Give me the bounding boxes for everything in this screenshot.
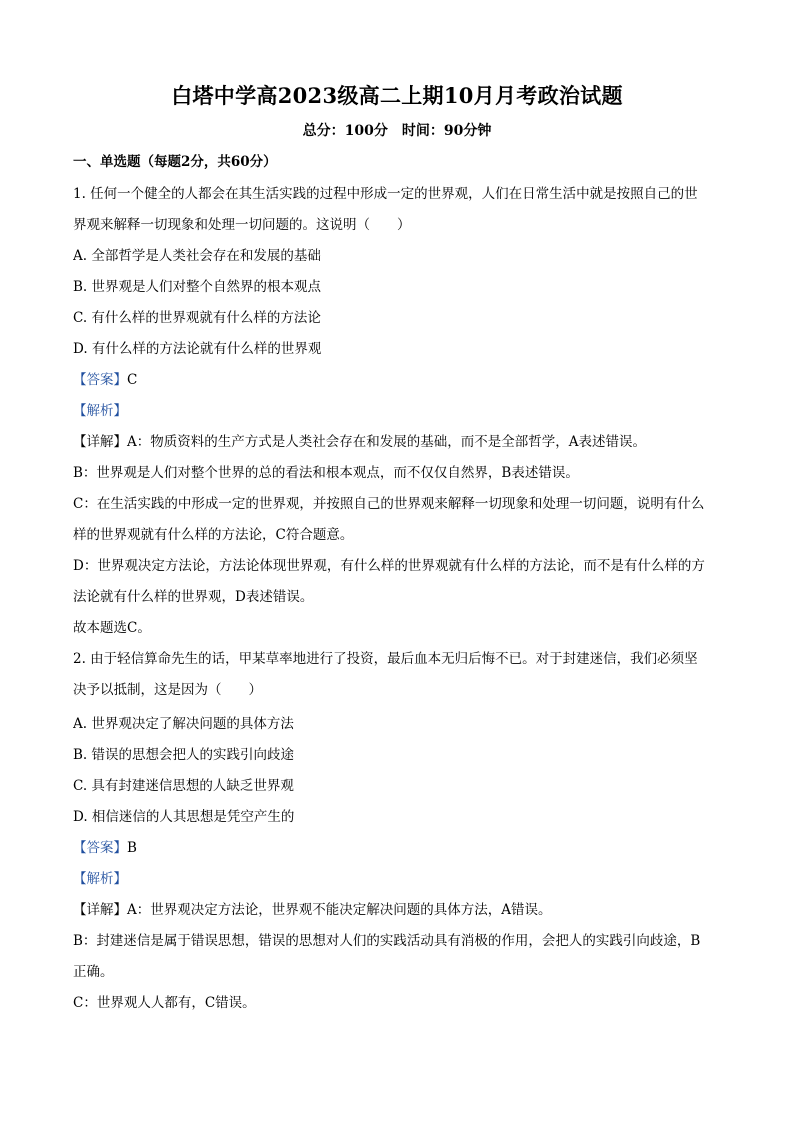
q1-detail-a-text: A：物质资料的生产方式是人类社会存在和发展的基础，而不是全部哲学，A表述错误。 bbox=[127, 434, 646, 450]
q2-option-d: D. 相信迷信的人其思想是凭空产生的 bbox=[73, 809, 295, 825]
q1-option-d: D. 有什么样的方法论就有什么样的世界观 bbox=[73, 341, 322, 357]
q2-answer bbox=[73, 838, 723, 858]
q1-stem-line2: 界观来解释一切现象和处理一切问题的。这说明（ ） bbox=[73, 217, 411, 233]
section-heading: 一、单选题（每题2分，共60分） bbox=[73, 154, 277, 170]
q1-answer-tag: 【答案】 bbox=[73, 372, 127, 388]
q1-detail-d-line1: D：世界观决定方法论，方法论体现世界观，有什么样的世界观就有什么样的方法论，而不是有什么样的方 bbox=[73, 558, 705, 574]
q2-option-b: B. 错误的思想会把人的实践引向歧途 bbox=[73, 747, 295, 763]
q1-option-a: A. 全部哲学是人类社会存在和发展的基础 bbox=[73, 248, 321, 264]
q2-option-a: A. 世界观决定了解决问题的具体方法 bbox=[73, 716, 294, 732]
q1-detail-a bbox=[73, 432, 723, 452]
q1-detail-tag: 【详解】 bbox=[73, 434, 127, 450]
q2-answer-value: B bbox=[127, 840, 137, 856]
q1-option-b: B. 世界观是人们对整个自然界的根本观点 bbox=[73, 279, 322, 295]
q1-conclusion: 故本题选C。 bbox=[73, 620, 151, 636]
q1-answer bbox=[73, 370, 723, 390]
q2-detail-c: C：世界观人人都有，C错误。 bbox=[73, 995, 256, 1011]
q2-option-c: C. 具有封建迷信思想的人缺乏世界观 bbox=[73, 778, 294, 794]
q2-detail-tag: 【详解】 bbox=[73, 902, 127, 918]
q1-stem-line1: 1. 任何一个健全的人都会在其生活实践的过程中形成一定的世界观，人们在日常生活中就是按照自己的世 bbox=[73, 186, 698, 202]
q1-option-c: C. 有什么样的世界观就有什么样的方法论 bbox=[73, 310, 321, 326]
exam-title: 白塔中学高2023级高二上期10月月考政治试题 bbox=[171, 83, 623, 108]
q1-detail-c-line1: C：在生活实践的中形成一定的世界观，并按照自己的世界观来解释一切现象和处理一切问题，说明有什么 bbox=[73, 496, 705, 512]
q2-detail-a bbox=[73, 900, 723, 920]
q2-analysis-tag: 【解析】 bbox=[73, 871, 127, 887]
q1-detail-b: B：世界观是人们对整个世界的总的看法和根本观点，而不仅仅自然界，B表述错误。 bbox=[73, 465, 579, 481]
q1-analysis-tag: 【解析】 bbox=[73, 403, 127, 419]
q1-detail-c-line2: 样的世界观就有什么样的方法论，C符合题意。 bbox=[73, 527, 354, 543]
q2-stem-line2: 决予以抵制，这是因为（ ） bbox=[73, 682, 262, 698]
q2-answer-tag: 【答案】 bbox=[73, 840, 127, 856]
q2-detail-a-text: A：世界观决定方法论，世界观不能决定解决问题的具体方法，A错误。 bbox=[127, 902, 552, 918]
q2-detail-b-line1: B：封建迷信是属于错误思想，错误的思想对人们的实践活动具有消极的作用，会把人的实践引向歧途，B bbox=[73, 933, 701, 949]
q2-detail-b-line2: 正确。 bbox=[73, 964, 114, 980]
exam-subtitle: 总分：100分 时间：90分钟 bbox=[302, 123, 492, 139]
q1-answer-value: C bbox=[127, 372, 138, 388]
q1-detail-d-line2: 法论就有什么样的世界观，D表述错误。 bbox=[73, 589, 314, 605]
q2-stem-line1: 2. 由于轻信算命先生的话，甲某草率地进行了投资，最后血本无归后悔不已。对于封建迷信，我们必须坚 bbox=[73, 651, 698, 667]
